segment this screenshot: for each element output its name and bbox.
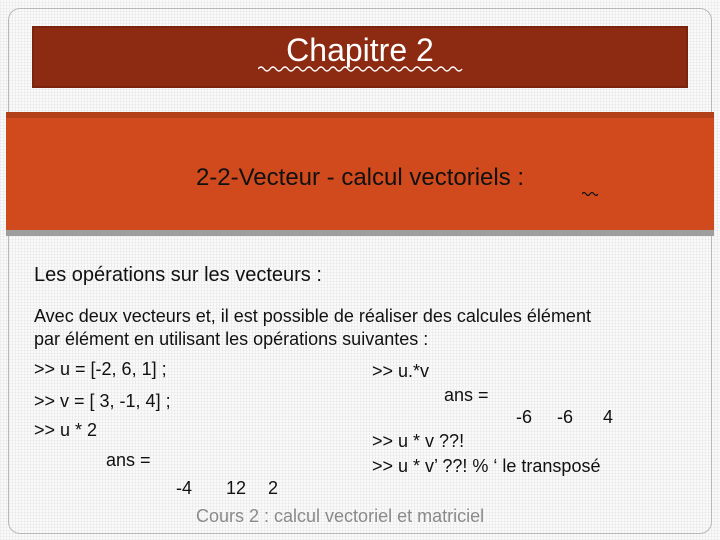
code-line-u-times-2: >> u * 2 (34, 420, 98, 440)
left-result-2: 12 (226, 478, 247, 498)
left-result-1: -4 (176, 478, 193, 498)
spellcheck-underline-subtitle (582, 190, 598, 198)
section-heading: Les opérations sur les vecteurs : (34, 264, 322, 286)
code-line-v: >> v = [ 3, -1, 4] ; (34, 391, 171, 411)
left-result-3: 2 (268, 478, 279, 498)
intro-line-2: par élément en utilisant les opérations suivantes : (34, 329, 429, 349)
right-result-3: 4 (603, 407, 614, 427)
title-bar (32, 26, 688, 88)
code-line-u-times-v: >> u * v ??! (372, 431, 465, 451)
code-line-transpose: >> u * v’ ??! % ‘ le transposé (372, 456, 601, 476)
slide-title: Chapitre 2 (286, 32, 434, 68)
spellcheck-underline (258, 64, 464, 74)
slide-subtitle: 2-2-Vecteur - calcul vectoriels : (195, 164, 525, 191)
subtitle-band (6, 112, 714, 236)
slide-footer: Cours 2 : calcul vectoriel et matriciel (196, 506, 485, 526)
code-line-u: >> u = [-2, 6, 1] ; (34, 359, 167, 379)
right-result-2: -6 (557, 407, 574, 427)
right-ans-label: ans = (444, 385, 489, 405)
intro-line-1: Avec deux vecteurs et, il est possible de réaliser des calcules élément (34, 306, 591, 326)
right-result-1: -6 (516, 407, 533, 427)
left-ans-label: ans = (106, 450, 151, 470)
code-line-u-dot-v: >> u.*v (372, 361, 430, 381)
